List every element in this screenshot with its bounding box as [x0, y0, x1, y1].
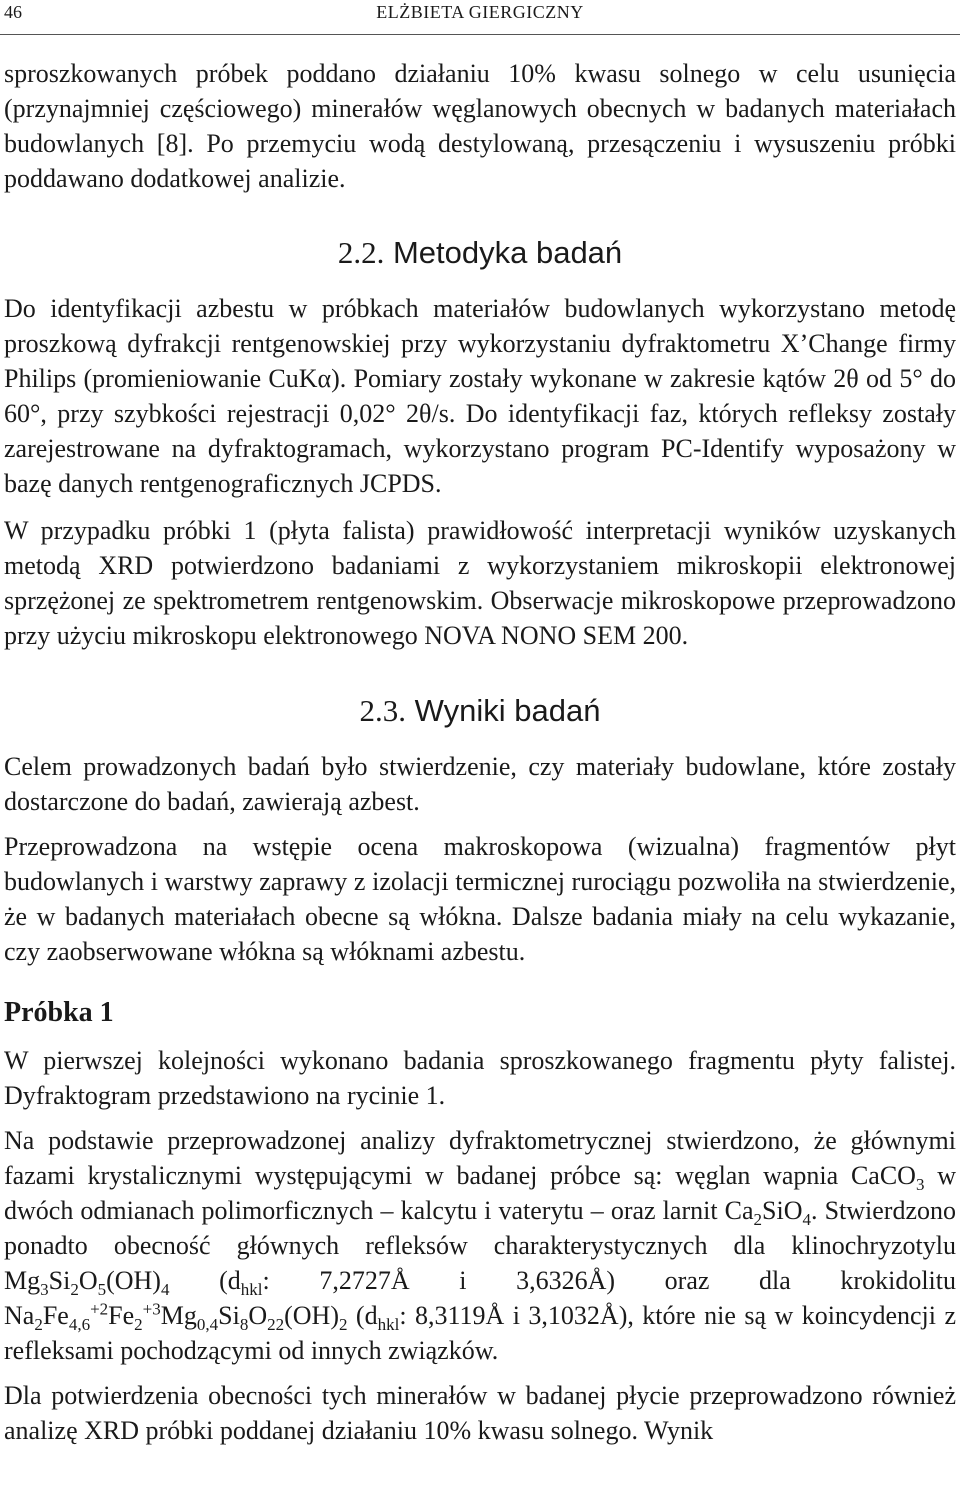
section-number: 2.2. [337, 235, 385, 270]
paragraph-confirm: Dla potwierdzenia obecności tych minerałów w badanej płycie przeprowadzono również analizę XRD próbki poddanej działaniu 10% kwasu solnego. Wynik [4, 1381, 956, 1445]
running-head: ELŻBIETA GIERGICZNY [376, 2, 584, 22]
page-number: 46 [4, 2, 22, 22]
paragraph-phases: Na podstawie przeprowadzonej analizy dyfraktometrycznej stwierdzono, że głównymi fazami krystalicznymi występującymi w badanej próbce są: węglan wapnia CaCO$_3$ w dwóch odmianach polimorficznych – kalcytu i vaterytu – oraz larnit $Ca_2SiO_4$. Stwierdzono ponadto obecność głównych refleksów charakterystycznych dla klinochryzotylu $Mg_3Si_2O_5(OH)_4$ ($d_{hkl}$: 7,2727Å i 3,6326Å) oraz dla krokidolitu $Na_2Fe_{4,6}^{+2}Fe_2^{+3}Mg_{0,4}Si_8O_{22}(OH)_2$ ($d_{hkl}$: 8,3119Å i 3,1032Å), które nie są w koincydencji z refleksami pochodzącymi od innych związków. [4, 1126, 957, 1365]
section-number: 2.3. [359, 693, 407, 728]
section-heading-methods [4, 233, 956, 273]
paragraph-intro: sproszkowanych próbek poddano działaniu 10% kwasu solnego w celu usunięcia (przynajmniej częściowego) minerałów węglanowych obecnych w badanych materiałach budowlanych [8]. Po przemyciu wodą destylowaną, przesączeniu i wysuszeniu próbki poddawano dodatkowej analizie. [4, 59, 956, 193]
section-heading-results [4, 691, 956, 731]
paragraph-methods-2: W przypadku próbki 1 (płyta falista) prawidłowość interpretacji wyników uzyskanych metodą XRD potwierdzono badaniami z wykorzystaniem mikroskopii elektronowej sprzężonej ze spektrometrem rentgenowskim. Obserwacje mikroskopowe przeprowadzono przy użyciu mikroskopu elektronowego NOVA NONO SEM 200. [4, 516, 956, 650]
page-body [4, 56, 956, 1448]
paragraph-methods-1: Do identyfikacji azbestu w próbkach materiałów budowlanych wykorzystano metodę proszkową dyfrakcji rentgenowskiej przy wykorzystaniu dyfraktometru X’Change firmy Philips (promieniowanie CuKα). Pomiary zostały wykonane w zakresie kątów 2θ od 5° do 60°, przy szybkości rejestracji 0,02° 2θ/s. Do identyfikacji faz, których refleksy zostały zarejestrowane na dyfraktogramach, wykorzystano program PC-Identify wyposażony w bazę danych rentgenograficznych JCPDS. [4, 294, 956, 498]
paragraph-results-1: Celem prowadzonych badań było stwierdzenie, czy materiały budowlane, które zostały dostarczone do badań, zawierają azbest. [4, 752, 956, 816]
section-title: Metodyka badań [392, 235, 623, 270]
page-header [0, 0, 960, 35]
sample-1-heading: Próbka 1 [4, 997, 114, 1028]
paragraph-results-2: Przeprowadzona na wstępie ocena makroskopowa (wizualna) fragmentów płyt budowlanych i warstwy zaprawy z izolacji termicznej rurociągu pozwoliła na stwierdzenie, że w badanych materiałach obecne są włókna. Dalsze badania miały na celu wykazanie, czy zaobserwowane włókna są włóknami azbestu. [4, 832, 956, 966]
section-title: Wyniki badań [414, 693, 601, 728]
paragraph-sample-1: W pierwszej kolejności wykonano badania sproszkowanego fragmentu płyty falistej. Dyfraktogram przedstawiono na rycinie 1. [4, 1046, 956, 1110]
